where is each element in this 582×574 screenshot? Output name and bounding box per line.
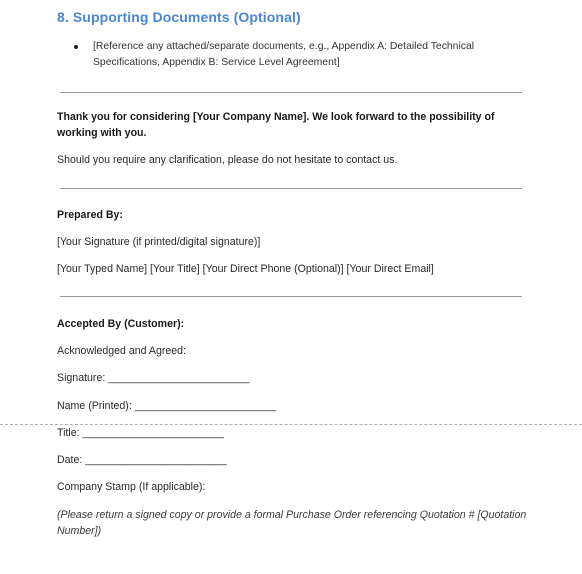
signature-line: Signature: ________________________ xyxy=(57,372,250,384)
bullet-icon xyxy=(74,45,78,49)
return-note: (Please return a signed copy or provide a formal Purchase Order referencing Quotation # [Quotation Number]) xyxy=(57,509,527,537)
prepared-by-heading: Prepared By: xyxy=(57,209,123,221)
divider xyxy=(60,92,522,93)
date-line: Date: ________________________ xyxy=(57,454,227,466)
divider xyxy=(60,296,522,297)
prepared-details: [Your Typed Name] [Your Title] [Your Direct Phone (Optional)] [Your Direct Email] xyxy=(57,263,434,275)
contact-text: Should you require any clarification, please do not hesitate to contact us. xyxy=(57,154,398,166)
acknowledged-text: Acknowledged and Agreed: xyxy=(57,345,186,357)
supporting-documents-list xyxy=(57,39,537,71)
company-stamp-label: Company Stamp (If applicable): xyxy=(57,481,206,493)
accepted-by-heading: Accepted By (Customer): xyxy=(57,318,185,330)
section-heading: 8. Supporting Documents (Optional) xyxy=(57,9,301,25)
name-printed-line: Name (Printed): ________________________ xyxy=(57,400,277,412)
prepared-signature: [Your Signature (if printed/digital signature)] xyxy=(57,236,261,248)
title-line: Title: ________________________ xyxy=(57,427,224,439)
list-item-text: [Reference any attached/separate documents, e.g., Appendix A: Detailed Technical Specifications, Appendix B: Service Level Agreement] xyxy=(93,41,475,68)
divider xyxy=(60,188,522,189)
list-item xyxy=(57,39,537,71)
thank-you-text: Thank you for considering [Your Company Name]. We look forward to the possibility of working with you. xyxy=(57,111,495,139)
